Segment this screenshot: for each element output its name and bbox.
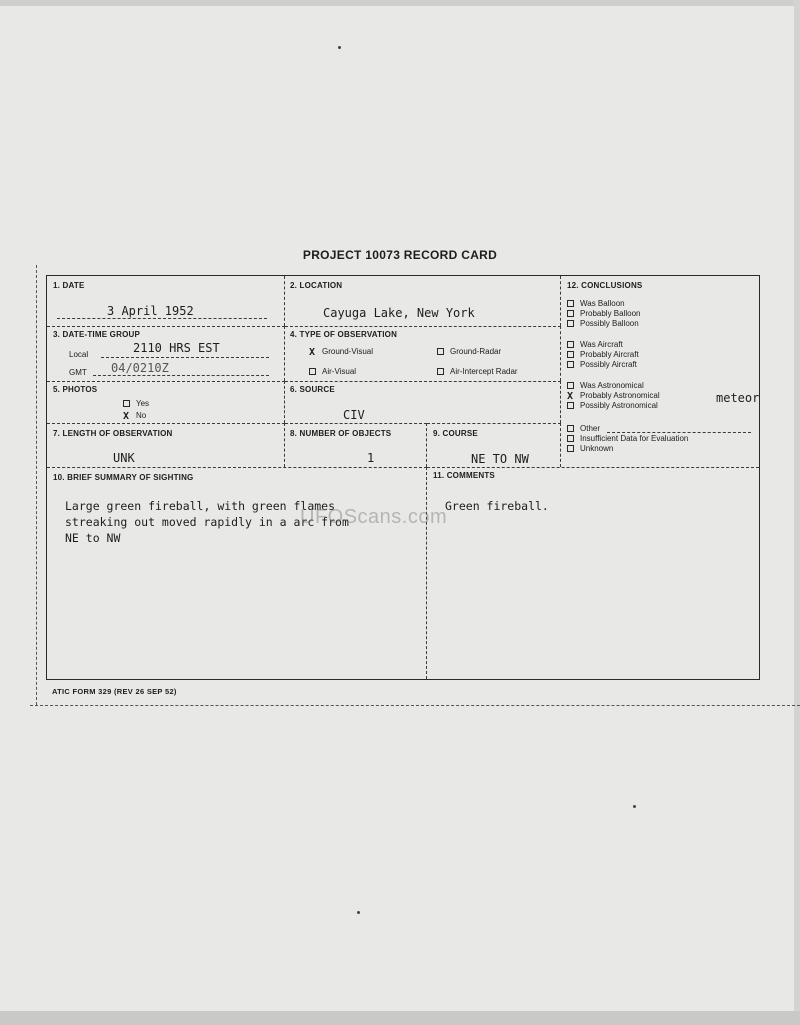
comments-text: Green fireball.: [445, 499, 549, 513]
dtg-local-label: Local: [69, 350, 89, 359]
checkbox: [567, 341, 574, 348]
checkbox-ground-radar: [437, 348, 444, 355]
dtg-header: 3. DATE-TIME GROUP: [53, 330, 141, 339]
photos-yes: Yes: [123, 399, 149, 408]
checkbox: [567, 382, 574, 389]
dtg-local-underline: [101, 357, 269, 358]
date-underline: [57, 318, 267, 319]
checkbox-photos-no: X: [123, 411, 130, 423]
checkbox-photos-yes: [123, 400, 130, 407]
source-value: CIV: [343, 408, 365, 422]
course-value: NE TO NW: [471, 452, 529, 466]
card-title: PROJECT 10073 RECORD CARD: [302, 248, 498, 262]
card-outer-edge: [36, 265, 37, 705]
conclusion-possibly-balloon: Possibly Balloon: [567, 319, 639, 328]
checkbox: [567, 320, 574, 327]
objects-cell: [285, 423, 427, 467]
form-number: ATIC FORM 329 (REV 26 SEP 52): [52, 687, 177, 696]
page-edge-bottom: [0, 1011, 800, 1025]
checkbox: [567, 445, 574, 452]
speck: [338, 46, 341, 49]
course-header: 9. COURSE: [433, 429, 478, 438]
conclusions-cell: [561, 276, 759, 467]
conclusion-probably-aircraft: Probably Aircraft: [567, 350, 639, 359]
dtg-gmt-label: GMT: [69, 368, 87, 377]
conclusion-possibly-aircraft: Possibly Aircraft: [567, 360, 637, 369]
date-cell: [47, 276, 285, 326]
source-cell: [285, 381, 561, 423]
length-value: UNK: [113, 451, 135, 465]
checkbox: [567, 351, 574, 358]
type-obs-header: 4. TYPE OF OBSERVATION: [290, 330, 398, 339]
photos-cell: [47, 381, 285, 423]
page-edge-top: [0, 0, 800, 6]
checkbox: [567, 435, 574, 442]
conclusion-was-aircraft: Was Aircraft: [567, 340, 623, 349]
page-edge-right: [794, 0, 800, 1025]
type-obs-air-intercept-radar: Air-Intercept Radar: [437, 367, 518, 376]
record-card: [46, 275, 760, 680]
card-bottom-edge: [30, 705, 800, 706]
conclusion-insufficient-data: Insufficient Data for Evaluation: [567, 434, 688, 443]
type-obs-air-visual: Air-Visual: [309, 367, 356, 376]
date-value: 3 April 1952: [107, 304, 194, 318]
conclusion-was-balloon: Was Balloon: [567, 299, 625, 308]
conclusion-was-astronomical: Was Astronomical: [567, 381, 644, 390]
conclusions-header: 12. CONCLUSIONS: [567, 281, 643, 290]
checkbox: [567, 402, 574, 409]
location-header: 2. LOCATION: [290, 281, 343, 290]
conclusion-probably-astronomical: X Probably Astronomical: [567, 391, 660, 403]
date-header: 1. DATE: [53, 281, 85, 290]
conclusion-other: Other: [567, 424, 600, 433]
speck: [357, 911, 360, 914]
comments-cell: [427, 467, 759, 679]
type-obs-cell: [285, 326, 561, 381]
other-underline: [607, 432, 751, 433]
source-header: 6. SOURCE: [290, 385, 335, 394]
checkbox-air-visual: [309, 368, 316, 375]
length-header: 7. LENGTH OF OBSERVATION: [53, 429, 173, 438]
dtg-gmt-value: 04/0210Z: [111, 361, 169, 375]
objects-value: 1: [367, 451, 375, 465]
checkbox-checked: X: [567, 391, 574, 403]
dtg-gmt-underline: [93, 375, 269, 376]
location-value: Cayuga Lake, New York: [323, 306, 475, 320]
photos-no: X No: [123, 411, 147, 423]
location-cell: [285, 276, 561, 326]
objects-header: 8. NUMBER OF OBJECTS: [290, 429, 392, 438]
checkbox: [567, 425, 574, 432]
checkbox-air-intercept-radar: [437, 368, 444, 375]
summary-header: 10. BRIEF SUMMARY OF SIGHTING: [53, 473, 194, 482]
type-obs-ground-radar: Ground-Radar: [437, 347, 501, 356]
checkbox: [567, 300, 574, 307]
checkbox: [567, 361, 574, 368]
length-cell: [47, 423, 285, 467]
speck: [633, 805, 636, 808]
course-cell: [427, 423, 561, 467]
summary-text: Large green fireball, with green flames streaking out moved rapidly in a arc from NE to NW: [65, 499, 349, 545]
conclusion-unknown: Unknown: [567, 444, 613, 453]
dtg-local-value: 2110 HRS EST: [133, 341, 220, 355]
conclusion-possibly-astronomical: Possibly Astronomical: [567, 401, 658, 410]
checkbox-ground-visual: X: [309, 347, 316, 359]
conclusion-annotation: meteor: [716, 391, 760, 405]
type-obs-ground-visual: X Ground-Visual: [309, 347, 373, 359]
dtg-cell: [47, 326, 285, 381]
watermark: UFOScans.com: [300, 506, 448, 528]
comments-header: 11. COMMENTS: [433, 471, 495, 480]
checkbox: [567, 310, 574, 317]
photos-header: 5. PHOTOS: [53, 385, 98, 394]
conclusion-probably-balloon: Probably Balloon: [567, 309, 640, 318]
